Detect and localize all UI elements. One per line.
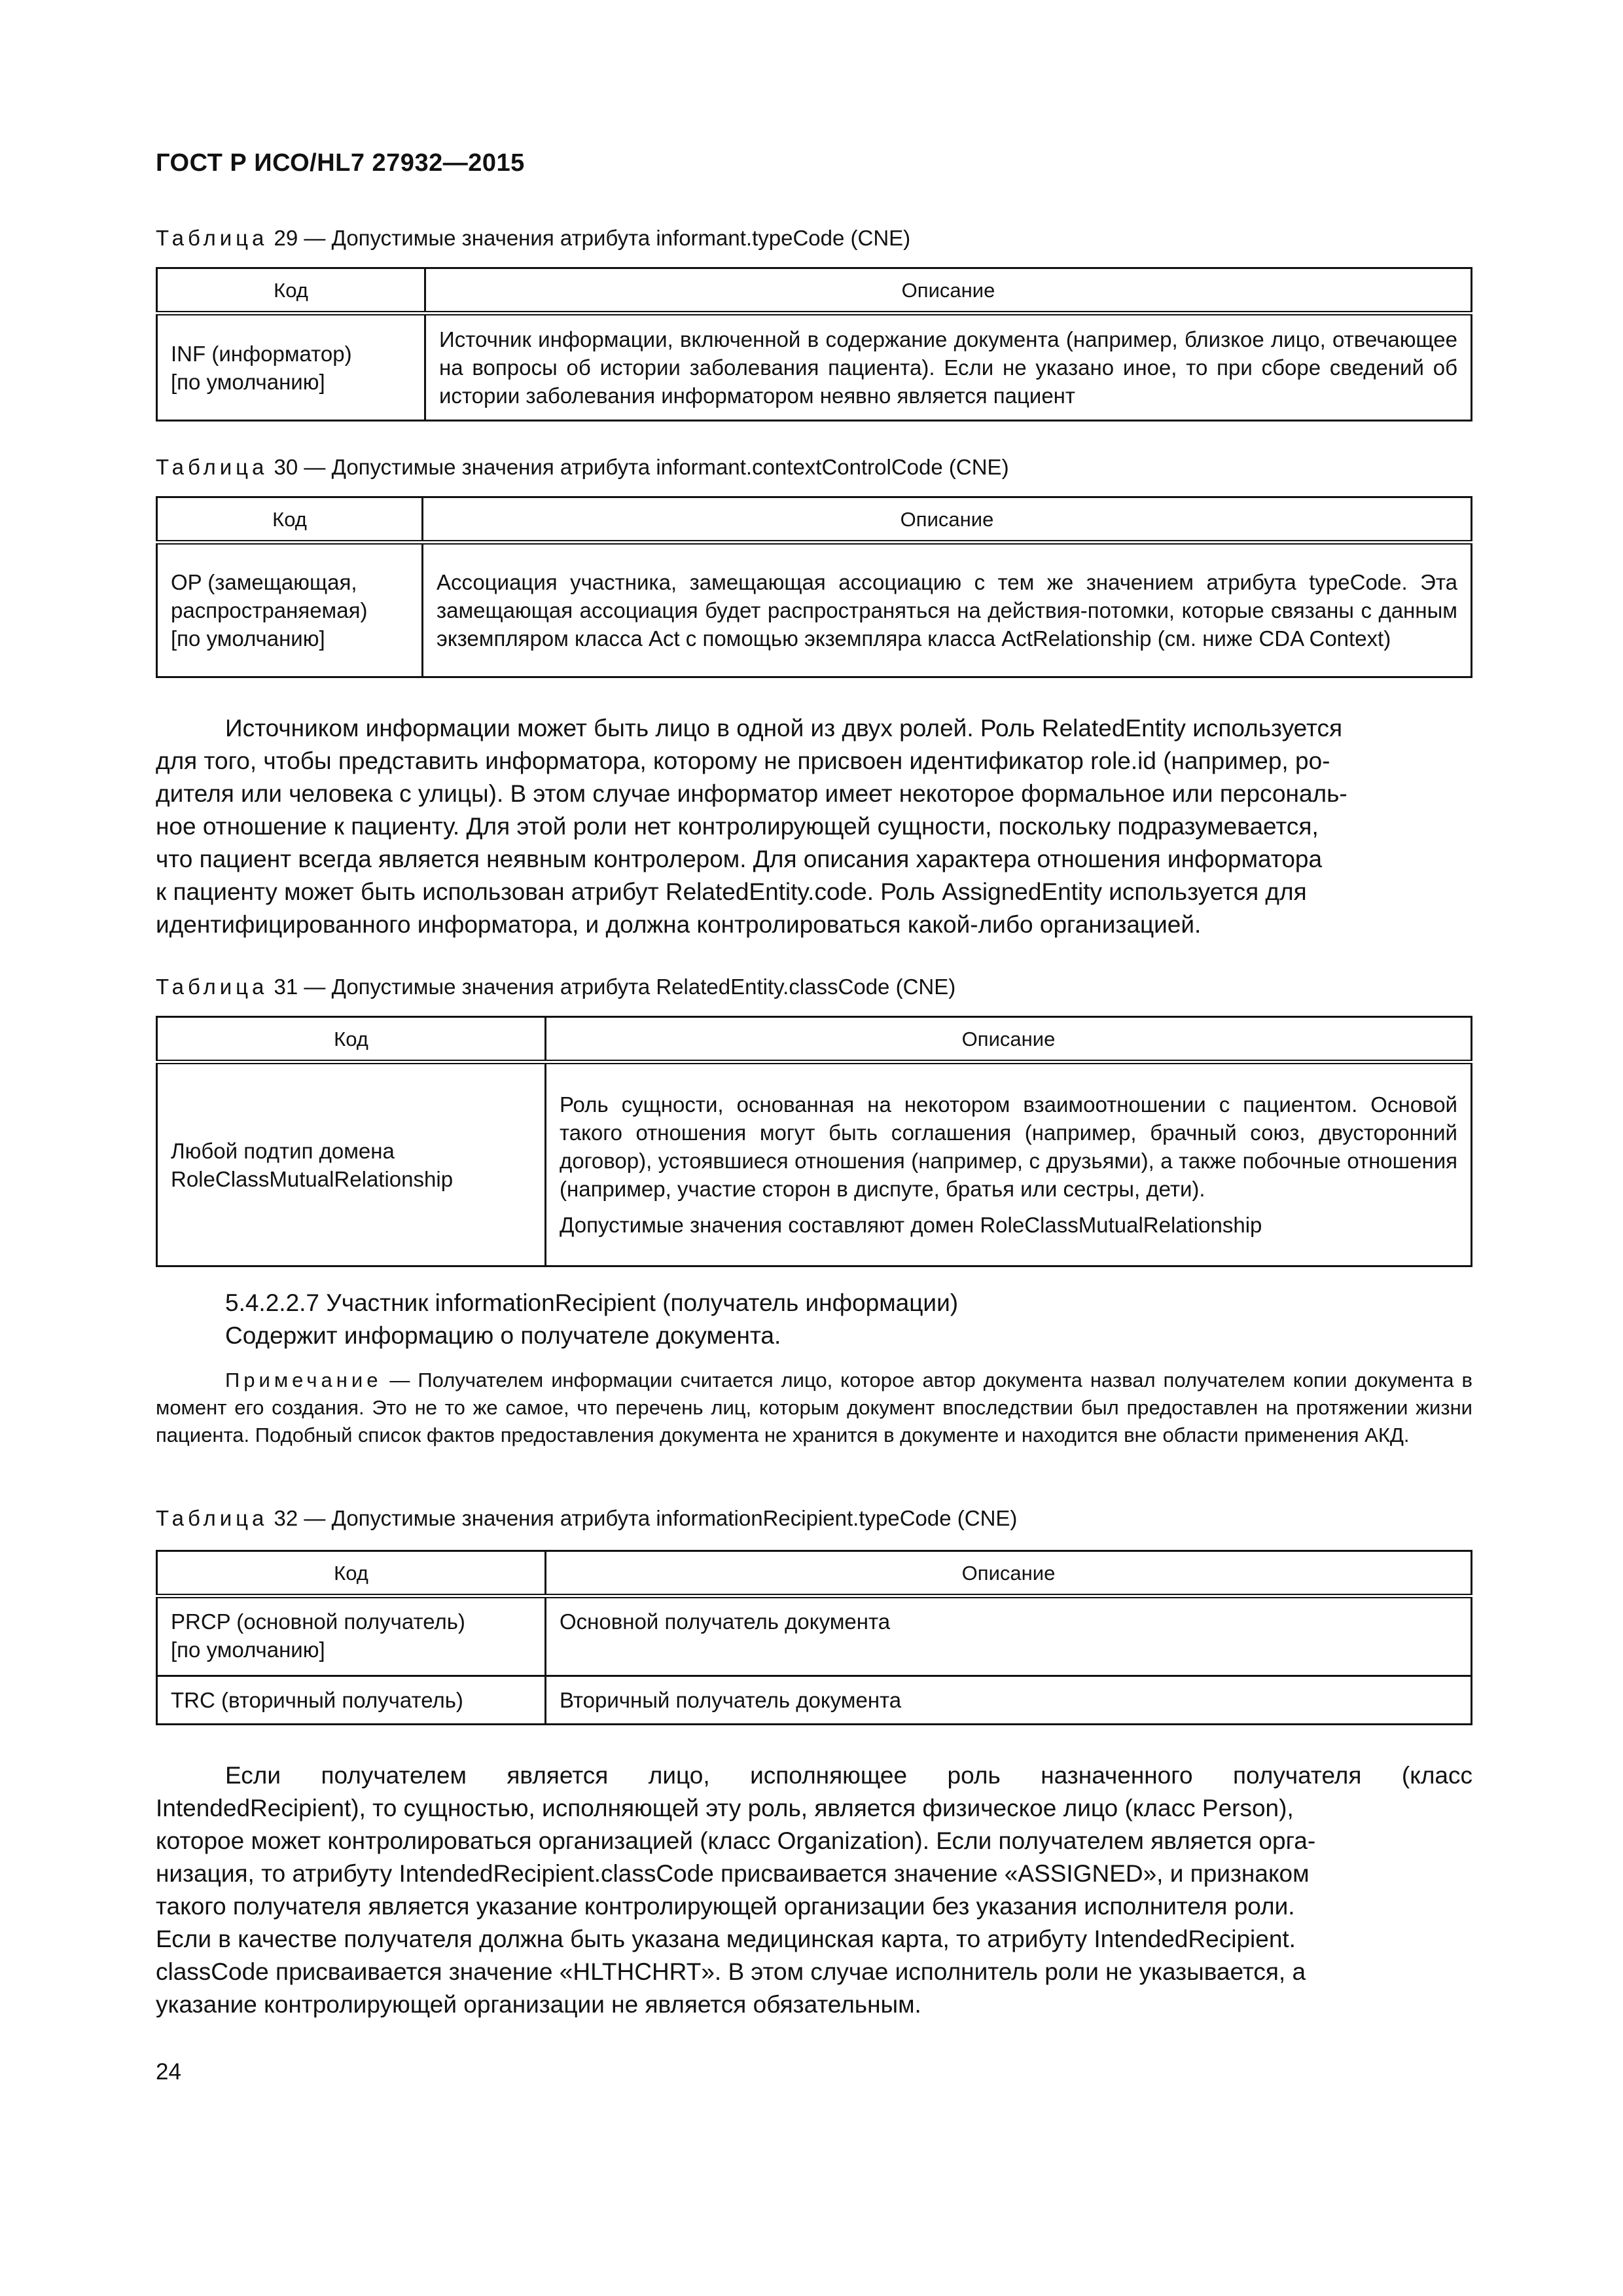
col-header-code: Код: [157, 497, 423, 543]
table-row: [157, 1676, 1472, 1725]
code-cell: Любой подтип домена RoleClassMutualRelationship: [157, 1062, 546, 1266]
description-cell: Роль сущности, основанная на некотором взаимоотношении с пациентом. Основой такого отношения могут быть соглашения (например, брачный союз, двусторонний договор), устоявшиеся отношения (например, с друзьями), а также побочные отношения (например, участие сторон в диспуте, братья или сестры, дети). Допустимые значения составляют домен RoleClassMutualRelationship: [546, 1062, 1472, 1266]
note: [156, 1367, 1472, 1449]
table-32: [156, 1550, 1472, 1725]
caption-label: Таблица: [156, 975, 268, 999]
table-29: [156, 267, 1472, 422]
note-text: — Получателем информации считается лицо, которое автор документа назвал получателем копии документа в момент его создания. Это не то же самое, что перечень лиц, которым документ впоследствии был предоставлен на протяжении жизни пациента. Подобный список фактов предоставления документа не хранится в документе и находится вне области применения АКД.: [156, 1369, 1472, 1446]
col-header-code: Код: [157, 268, 425, 314]
code-cell: OP (замещающая, распространяемая) [по умолчанию]: [157, 543, 423, 677]
caption-label: Таблица: [156, 1506, 268, 1530]
description-cell: Источник информации, включенной в содержание документа (например, близкое лицо, отвечающее на вопросы об истории заболевания пациента). Если не указано иное, то при сборе сведений об истории заболевания информатором неявно является пациент: [425, 314, 1472, 421]
paragraph-intended-recipient: Если получателем является лицо, исполняющее роль назначенного получателя (класс IntendedRecipient), то сущностью, исполняющей эту роль, является физическое лицо (класс Person), которое может контролироваться организацией (класс Organization). Если получателем является орга- низация, то атрибуту IntendedRecipient.classCode присваивается значение «ASSIGNED», и признаком такого получателя является указание контролирующей организации без указания исполнителя роли. Если в качестве получателя должна быть указана медицинская карта, то атрибуту IntendedRecipient. classCode присваивается значение «HLTHCHRT». В этом случае исполнитель роли не указывается, а указание контролирующей организации не является обязательным.: [156, 1762, 1472, 2018]
table-row: [157, 314, 1472, 421]
description-cell: Ассоциация участника, замещающая ассоциацию с тем же значением атрибута typeCode. Эта замещающая ассоциация будет распространяться на действия-потомки, которые связаны с данным экземпляром класса Act с помощью экземпляра класса ActRelationship (см. ниже CDA Context): [423, 543, 1472, 677]
col-header-code: Код: [157, 1017, 546, 1062]
caption-text: 29 — Допустимые значения атрибута informant.typeCode (CNE): [268, 226, 911, 250]
table-30: [156, 496, 1472, 678]
document-header: ГОСТ Р ИСО/HL7 27932—2015: [156, 149, 525, 177]
col-header-description: Описание: [546, 1551, 1472, 1596]
caption-label: Таблица: [156, 226, 268, 250]
page-number: 24: [156, 2059, 181, 2085]
table-row: [157, 1596, 1472, 1676]
col-header-description: Описание: [425, 268, 1472, 314]
paragraph-informant-roles: Источником информации может быть лицо в одной из двух ролей. Роль RelatedEntity используется для того, чтобы представить информатора, которому не присвоен идентификатор role.id (например, ро- дителя или человека с улицы). В этом случае информатор имеет некоторое формальное или персональ- ное отношение к пациенту. Для этой роли нет контролирующей сущности, поскольку подразумевается, что пациент всегда является неявным контролером. Для описания характера отношения информатора к пациенту может быть использован атрибут RelatedEntity.code. Роль AssignedEntity используется для идентифицированного информатора, и должна контролироваться какой-либо организацией.: [156, 715, 1347, 938]
col-header-code: Код: [157, 1551, 546, 1596]
table-31-caption: [156, 974, 1472, 1000]
table-32-caption: [156, 1505, 1472, 1532]
table-row: [157, 1062, 1472, 1266]
code-cell: TRC (вторичный получатель): [157, 1676, 546, 1725]
table-29-caption: [156, 225, 1472, 251]
code-cell: PRCP (основной получатель) [по умолчанию]: [157, 1596, 546, 1676]
code-cell: INF (информатор) [по умолчанию]: [157, 314, 425, 421]
col-header-description: Описание: [423, 497, 1472, 543]
note-label: Примечание: [225, 1369, 382, 1391]
caption-text: 30 — Допустимые значения атрибута informant.contextControlCode (CNE): [268, 455, 1009, 479]
description-cell: Основной получатель документа: [546, 1596, 1472, 1676]
caption-text: 32 — Допустимые значения атрибута informationRecipient.typeCode (CNE): [268, 1506, 1018, 1530]
section-heading: 5.4.2.2.7 Участник informationRecipient (получатель информации) Содержит информацию о получателе документа.: [225, 1289, 959, 1349]
table-31: [156, 1016, 1472, 1267]
table-row: [157, 543, 1472, 677]
caption-label: Таблица: [156, 455, 268, 479]
description-cell: Вторичный получатель документа: [546, 1676, 1472, 1725]
table-30-caption: [156, 454, 1472, 480]
caption-text: 31 — Допустимые значения атрибута RelatedEntity.classCode (CNE): [268, 975, 956, 999]
col-header-description: Описание: [546, 1017, 1472, 1062]
